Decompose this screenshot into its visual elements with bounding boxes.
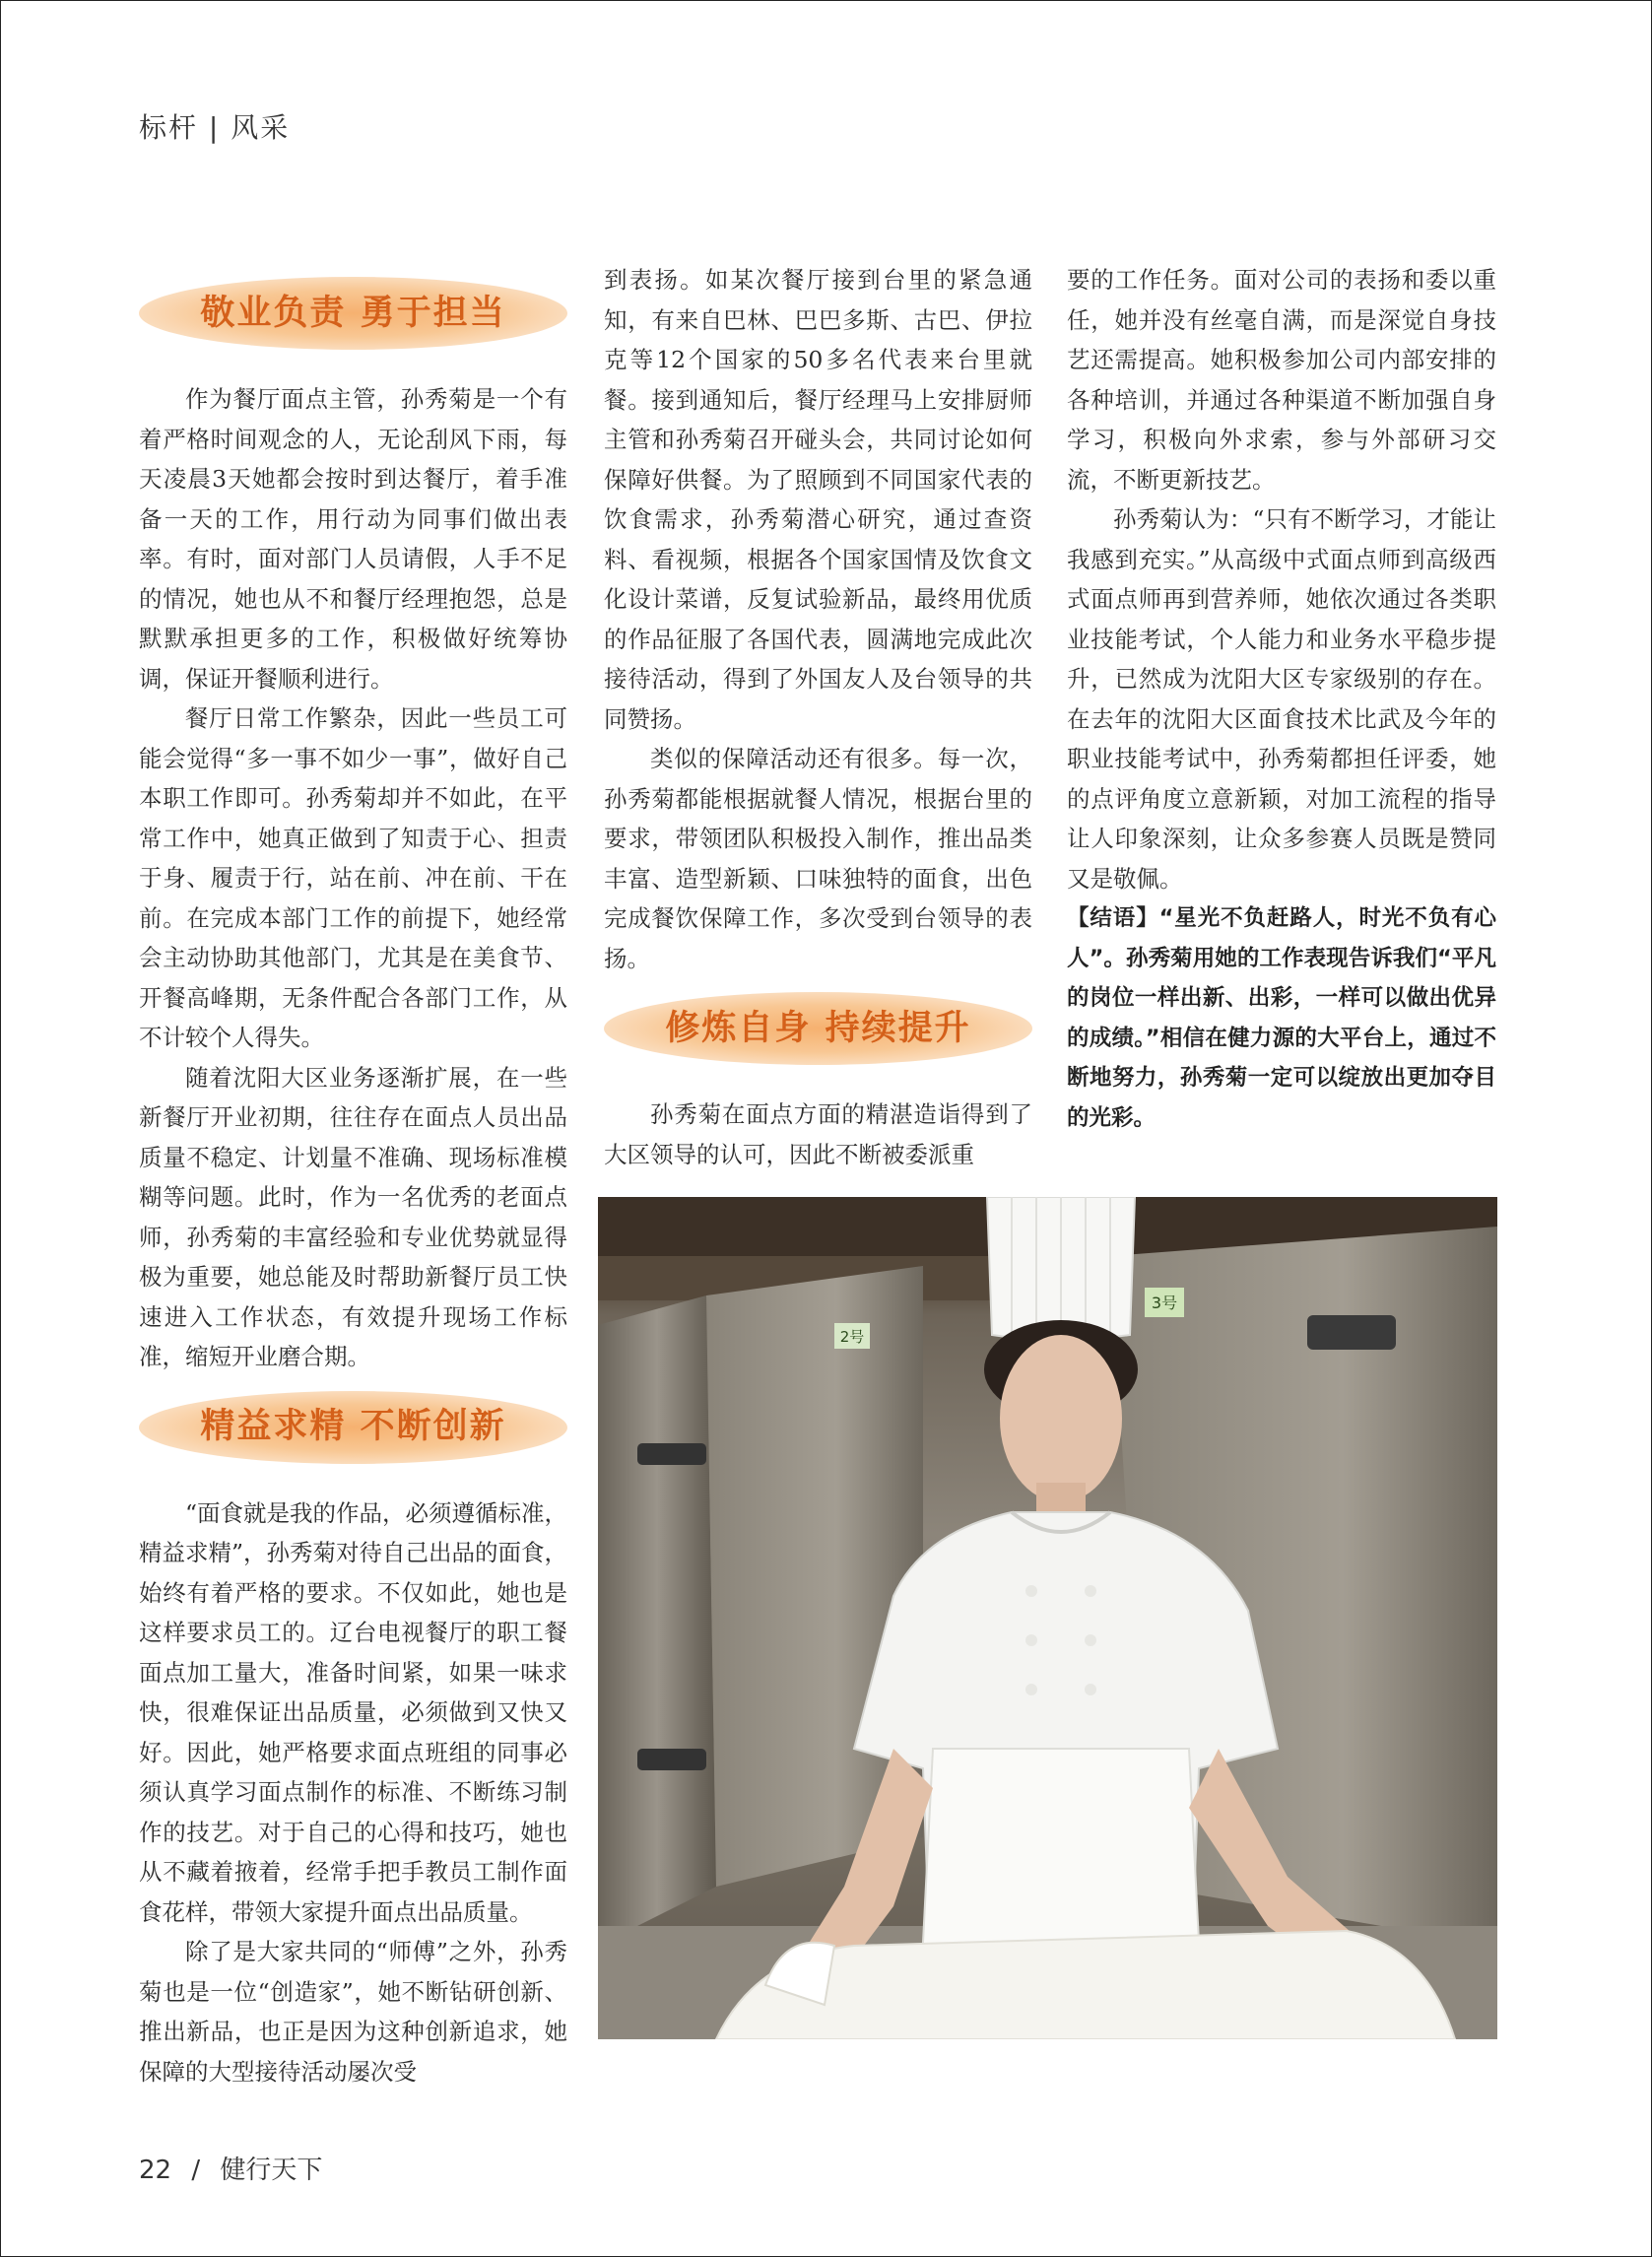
page-number: 22 (139, 2156, 172, 2185)
conclusion-paragraph: 【结语】“星光不负赶路人，时光不负有心人”。孙秀菊用她的工作表现告诉我们“平凡的岗位一样出新、出彩，一样可以做出优异的成绩。”相信在健力源的大平台上，通过不断地努力，孙秀菊一定可以绽放出更加夺目的光彩。 (1067, 905, 1496, 1131)
paragraph: 作为餐厅面点主管，孙秀菊是一个有着严格时间观念的人，无论刮风下雨，每天凌晨3天她都会按时到达餐厅，着手准备一天的工作，用行动为同事们做出表率。有时，面对部门人员请假，人手不足的情况，她也从不和餐厅经理抱怨，总是默默承担更多的工作，积极做好统筹协调，保证开餐顺利进行。 (139, 385, 567, 693)
paragraph: 到表扬。如某次餐厅接到台里的紧急通知，有来自巴林、巴巴多斯、古巴、伊拉克等12个国家的50多名代表来台里就餐。接到通知后，餐厅经理马上安排厨师主管和孙秀菊召开碰头会，共同讨论如何保障好供餐。为了照顾到不同国家代表的饮食需求，孙秀菊潜心研究，通过查资料、看视频，根据各个国家国情及饮食文化设计菜谱，反复试验新品，最终用优质的作品征服了各国代表，圆满地完成此次接待活动，得到了外国友人及台领导的共同赞扬。 (604, 266, 1032, 733)
door-label-3: 3号 (1151, 1294, 1178, 1312)
column-2 (604, 260, 1032, 1174)
running-header: 标杆 | 风采 (139, 111, 291, 144)
paragraph: 要的工作任务。面对公司的表扬和委以重任，她并没有丝毫自满，而是深觉自身技艺还需提高。她积极参加公司内部安排的各种培训，并通过各种渠道不断加强自身学习，积极向外求索，参与外部研习交流，不断更新技艺。 (1067, 266, 1496, 494)
paragraph: 餐厅日常工作繁杂，因此一些员工可能会觉得“多一事不如少一事”，做好自己本职工作即可。孙秀菊却并不如此，在平常工作中，她真正做到了知责于心、担责于身、履责于行，站在前、冲在前、干在前。在完成本部门工作的前提下，她经常会主动协助其他部门，尤其是在美食节、开餐高峰期，无条件配合各部门工作，从不计较个人得失。 (139, 704, 567, 1051)
paragraph: 孙秀菊认为：“只有不断学习，才能让我感到充实。”从高级中式面点师到高级西式面点师再到营养师，她依次通过各类职业技能考试，个人能力和业务水平稳步提升，已然成为沈阳大区专家级别的存在。在去年的沈阳大区面食技术比武及今年的职业技能考试中，孙秀菊都担任评委，她的点评角度立意新颖，对加工流程的指导让人印象深刻，让众多参赛人员既是赞同又是敬佩。 (1067, 505, 1496, 893)
chef-photo-illustration (598, 1197, 1497, 2039)
column-1 (139, 260, 567, 2091)
magazine-name: 健行天下 (220, 2156, 323, 2185)
paragraph: 除了是大家共同的“师傅”之外，孙秀菊也是一位“创造家”，她不断钻研创新、推出新品，也正是因为这种创新追求，她保障的大型接待活动屡次受 (139, 1938, 567, 2086)
paragraph: 类似的保障活动还有很多。每一次，孙秀菊都能根据就餐人情况，根据台里的要求，带领团队积极投入制作，推出品类丰富、造型新颖、口味独特的面食，出色完成餐饮保障工作，多次受到台领导的表扬。 (604, 745, 1032, 972)
chef-photo (598, 1197, 1497, 2039)
paragraph: 孙秀菊在面点方面的精湛造诣得到了大区领导的认可，因此不断被委派重 (604, 1100, 1032, 1168)
page-footer (139, 2150, 322, 2186)
section-heading-dedication: 敬业负责 勇于担当 (139, 277, 567, 350)
column-3 (1067, 260, 1496, 1138)
section-heading-self-improvement: 修炼自身 持续提升 (604, 992, 1032, 1065)
footer-separator: / (191, 2156, 201, 2185)
section-heading-excellence: 精益求精 不断创新 (139, 1391, 567, 1464)
paragraph: “面食就是我的作品，必须遵循标准，精益求精”，孙秀菊对待自己出品的面食，始终有着严格的要求。不仅如此，她也是这样要求员工的。辽台电视餐厅的职工餐面点加工量大，准备时间紧，如果一味求快，很难保证出品质量，必须做到又快又好。因此，她严格要求面点班组的同事必须认真学习面点制作的标准、不断练习制作的技艺。对于自己的心得和技巧，她也从不藏着掖着，经常手把手教员工制作面食花样，带领大家提升面点出品质量。 (139, 1498, 568, 1926)
paragraph: 随着沈阳大区业务逐渐扩展，在一些新餐厅开业初期，往往存在面点人员出品质量不稳定、计划量不准确、现场标准模糊等问题。此时，作为一名优秀的老面点师，孙秀菊的丰富经验和专业优势就显得极为重要，她总能及时帮助新餐厅员工快速进入工作状态，有效提升现场工作标准，缩短开业磨合期。 (139, 1063, 567, 1370)
door-label-2: 2号 (839, 1328, 865, 1346)
